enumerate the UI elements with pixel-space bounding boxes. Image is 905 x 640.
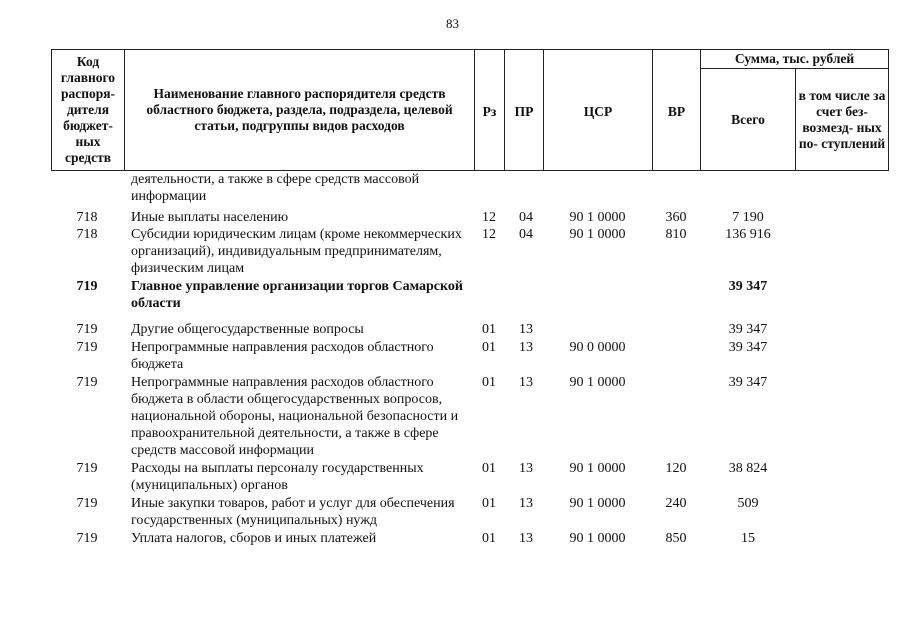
row-total: 39 347 <box>728 322 768 337</box>
row-rz: 12 <box>482 227 496 242</box>
row-pr: 13 <box>519 461 533 476</box>
row-code: 719 <box>76 496 98 511</box>
row-pr: 13 <box>519 375 533 390</box>
table-body <box>0 171 905 547</box>
row-code: 719 <box>76 279 98 294</box>
row-name: Непрограммные направления расходов областного бюджета в области общегосударственных вопросов, национальной обороны, национальной безопасности и правоохранительной деятельности, а также в сфере средств массовой информации <box>131 375 459 458</box>
row-total: 39 347 <box>728 340 768 355</box>
row-csr: 90 1 0000 <box>569 461 626 476</box>
row-csr: 90 1 0000 <box>569 531 626 546</box>
row-pr: 13 <box>519 322 533 337</box>
table-row <box>0 321 905 338</box>
col-border <box>888 49 889 171</box>
row-code: 719 <box>76 322 98 337</box>
row-csr: 90 0 0000 <box>569 340 626 355</box>
row-csr: 90 1 0000 <box>569 375 626 390</box>
table-row <box>0 530 905 547</box>
row-code: 719 <box>76 531 98 546</box>
row-code: 719 <box>76 461 98 476</box>
row-total: 509 <box>737 496 759 511</box>
row-csr: 90 1 0000 <box>569 496 626 511</box>
table-row-section <box>0 278 905 312</box>
row-pr: 04 <box>519 210 533 225</box>
header-code: Код главного распоря- дителя бюджет- ных средств <box>60 54 116 165</box>
row-name: Непрограммные направления расходов областного бюджета <box>131 340 434 372</box>
table-row <box>0 374 905 459</box>
row-pr: 13 <box>519 340 533 355</box>
table-row <box>0 209 905 226</box>
row-rz: 01 <box>482 340 496 355</box>
header-vr: ВР <box>667 104 686 119</box>
row-code: 718 <box>76 210 98 225</box>
table-row <box>0 460 905 494</box>
col-border <box>51 49 52 171</box>
row-vr: 360 <box>665 210 687 225</box>
row-rz: 01 <box>482 461 496 476</box>
row-name: Иные выплаты населению <box>131 210 289 225</box>
row-name: Расходы на выплаты персоналу государственных (муниципальных) органов <box>131 461 424 493</box>
table-row <box>0 339 905 373</box>
row-total: 39 347 <box>728 279 768 294</box>
row-pr: 13 <box>519 531 533 546</box>
header-name: Наименование главного распорядителя средств областного бюджета, раздела, подраздела, целевой статьи, подгруппы видов расходов <box>146 86 453 133</box>
row-total: 38 824 <box>728 461 768 476</box>
row-csr: 90 1 0000 <box>569 227 626 242</box>
row-rz: 01 <box>482 322 496 337</box>
table-header <box>0 0 905 180</box>
row-name: Субсидии юридическим лицам (кроме некоммерческих организаций), индивидуальным предпринимателям, физическим лицам <box>131 227 462 276</box>
row-name: Иные закупки товаров, работ и услуг для обеспечения государственных (муниципальных) нужд <box>131 496 455 528</box>
row-total: 136 916 <box>725 227 771 242</box>
page-number: 83 <box>446 16 459 31</box>
header-csr: ЦСР <box>583 104 613 119</box>
row-rz: 01 <box>482 496 496 511</box>
table-row <box>0 226 905 277</box>
col-border <box>124 49 125 171</box>
row-total: 7 190 <box>732 210 764 225</box>
row-name: Главное управление организации торгов Самарской области <box>131 279 463 311</box>
row-vr: 810 <box>665 227 687 242</box>
row-rz: 01 <box>482 375 496 390</box>
row-rz: 12 <box>482 210 496 225</box>
header-pr: ПР <box>514 104 534 119</box>
row-vr: 120 <box>665 461 687 476</box>
row-pr: 13 <box>519 496 533 511</box>
row-code: 719 <box>76 340 98 355</box>
row-code: 718 <box>76 227 98 242</box>
row-csr: 90 1 0000 <box>569 210 626 225</box>
row-vr: 850 <box>665 531 687 546</box>
header-rz: Рз <box>482 104 497 119</box>
header-sum: Сумма, тыс. рублей <box>734 51 855 66</box>
row-vr: 240 <box>665 496 687 511</box>
row-total: 39 347 <box>728 375 768 390</box>
row-name: деятельности, а также в сфере средств массовой информации <box>131 172 420 204</box>
row-name: Уплата налогов, сборов и иных платежей <box>131 531 377 546</box>
row-total: 15 <box>741 531 755 546</box>
header-extra: в том числе за счет без- возмезд- ных по- ступлений <box>798 87 886 151</box>
row-code: 719 <box>76 375 98 390</box>
row-rz: 01 <box>482 531 496 546</box>
table-row <box>0 171 905 205</box>
row-name: Другие общегосударственные вопросы <box>131 322 364 337</box>
table-row <box>0 495 905 529</box>
header-total: Всего <box>731 111 765 127</box>
row-pr: 04 <box>519 227 533 242</box>
